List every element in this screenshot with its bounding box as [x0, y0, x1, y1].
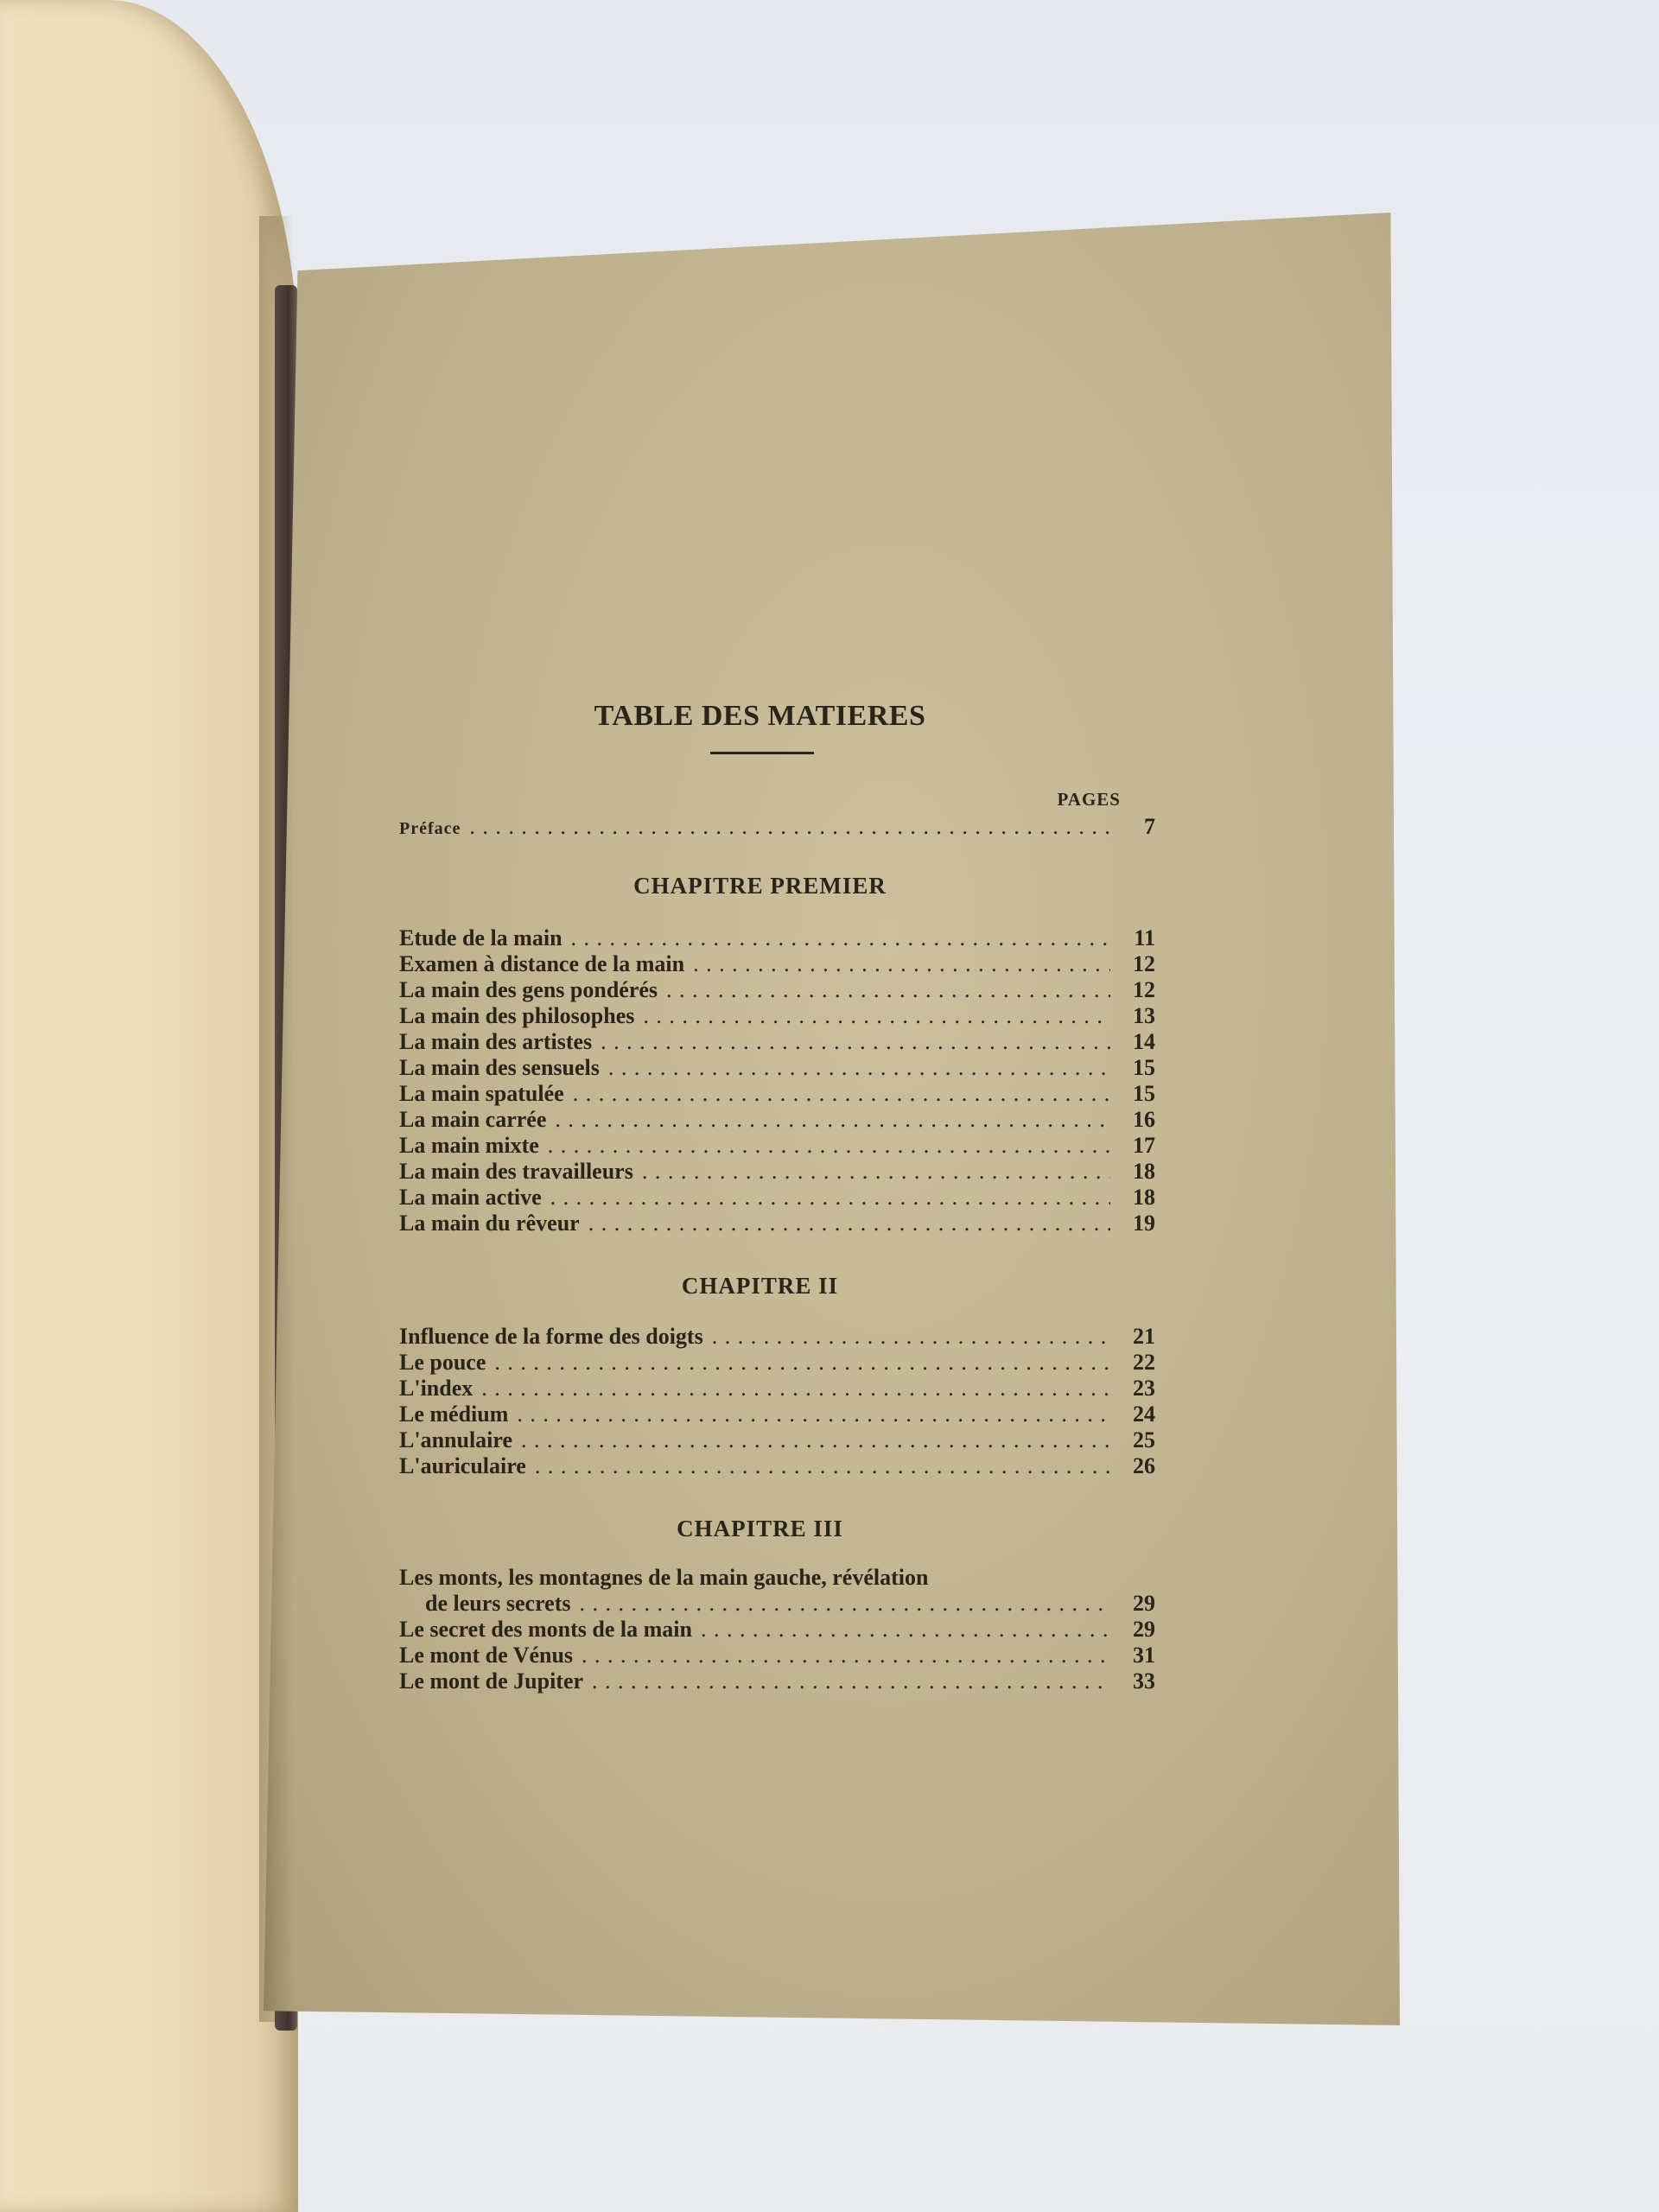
entry-label: L'auriculaire: [399, 1453, 526, 1478]
entry-label: Préface: [399, 819, 461, 838]
dot-leader: [469, 814, 1110, 840]
toc-entry: [399, 1643, 1155, 1669]
toc-entry: [399, 1376, 1155, 1402]
toc-entry: [399, 1003, 1155, 1029]
chapter-heading-2: CHAPITRE II: [681, 1273, 839, 1299]
chapter-3-entries-rest: [399, 1617, 1155, 1694]
entry-page: 26: [1133, 1453, 1155, 1478]
entry-label: Le médium: [399, 1402, 509, 1427]
dot-leader: [582, 1643, 1110, 1669]
entry-page: 29: [1133, 1591, 1155, 1616]
toc-entry: [399, 1669, 1155, 1694]
toc-entry: [399, 1081, 1155, 1107]
entry-label: Etude de la main: [399, 925, 563, 950]
chapter-1-entries: [399, 925, 1155, 1236]
dot-leader: [573, 1081, 1110, 1107]
table-of-contents: [399, 700, 1155, 1694]
entry-page: 33: [1133, 1669, 1155, 1694]
entry-page: 19: [1133, 1211, 1155, 1236]
dot-leader: [521, 1427, 1110, 1453]
chapter-2-entries: [399, 1324, 1155, 1479]
dot-leader: [588, 1211, 1110, 1236]
entry-label: La main spatulée: [399, 1081, 564, 1106]
toc-entry: [399, 1055, 1155, 1081]
toc-entry: [399, 1029, 1155, 1055]
dot-leader: [548, 1133, 1110, 1159]
entry-page: 23: [1133, 1376, 1155, 1401]
entry-page: 15: [1133, 1081, 1155, 1106]
dot-leader: [592, 1669, 1110, 1694]
entry-page: 14: [1133, 1029, 1155, 1054]
entry-label: La main des artistes: [399, 1029, 593, 1054]
entry-label: La main des travailleurs: [399, 1159, 633, 1184]
toc-title: TABLE DES MATIERES: [594, 700, 926, 732]
dot-leader: [494, 1350, 1110, 1376]
toc-entry: [399, 1211, 1155, 1236]
dot-leader: [642, 1159, 1110, 1185]
entry-label-multiline-start: Les monts, les montagnes de la main gauche, révélation: [399, 1565, 929, 1590]
entry-label: L'annulaire: [399, 1427, 513, 1452]
dot-leader: [535, 1453, 1110, 1479]
entry-label: La main active: [399, 1185, 542, 1210]
entry-label: de leurs secrets: [425, 1591, 571, 1616]
entry-label: Influence de la forme des doigts: [399, 1324, 703, 1349]
toc-entry: [399, 925, 1155, 951]
dot-leader: [701, 1617, 1110, 1643]
toc-entry: [399, 1453, 1155, 1479]
entry-label: Le mont de Jupiter: [399, 1669, 584, 1694]
chapter-heading-3: CHAPITRE III: [677, 1516, 843, 1541]
toc-entry: [399, 951, 1155, 977]
entry-label: Le pouce: [399, 1350, 486, 1375]
dot-leader: [579, 1591, 1110, 1617]
toc-entry: [399, 1185, 1155, 1211]
entry-page: 29: [1133, 1617, 1155, 1642]
entry-label: La main des gens pondérés: [399, 977, 658, 1002]
dot-leader: [608, 1055, 1110, 1081]
entry-page: 31: [1133, 1643, 1155, 1668]
entry-label: La main des sensuels: [399, 1055, 600, 1080]
gutter-shadow: [259, 216, 294, 2022]
entry-page: 16: [1133, 1107, 1155, 1132]
toc-entry: [399, 1159, 1155, 1185]
dot-leader: [601, 1029, 1110, 1055]
entry-page: 22: [1133, 1350, 1155, 1375]
entry-label: La main carrée: [399, 1107, 547, 1132]
toc-entry: [399, 1402, 1155, 1427]
toc-entry: [399, 1617, 1155, 1643]
toc-entry: [399, 1427, 1155, 1453]
entry-page: 24: [1133, 1402, 1155, 1427]
entry-page: 25: [1133, 1427, 1155, 1452]
entry-page: 18: [1133, 1185, 1155, 1210]
entry-label: Le mont de Vénus: [399, 1643, 574, 1668]
toc-entry: [399, 1350, 1155, 1376]
toc-entry: [399, 977, 1155, 1003]
dot-leader: [693, 951, 1110, 977]
dot-leader: [666, 977, 1110, 1003]
toc-entry: [399, 1133, 1155, 1159]
title-rule: [710, 752, 814, 754]
chapter-3-entries: [399, 1565, 1155, 1617]
dot-leader: [555, 1107, 1110, 1133]
dot-leader: [643, 1003, 1110, 1029]
entry-label: La main du rêveur: [399, 1211, 580, 1236]
entry-page: 13: [1133, 1003, 1155, 1028]
entry-page: 12: [1133, 951, 1155, 976]
toc-entry: [399, 1324, 1155, 1350]
entry-page: 17: [1133, 1133, 1155, 1158]
entry-label: La main mixte: [399, 1133, 539, 1158]
entry-page: 18: [1133, 1159, 1155, 1184]
pages-column-label: PAGES: [1057, 789, 1121, 810]
entry-label: La main des philosophes: [399, 1003, 635, 1028]
dot-leader: [517, 1402, 1110, 1427]
chapter-heading-1: CHAPITRE PREMIER: [633, 873, 887, 899]
toc-entry: [399, 1591, 1155, 1617]
dot-leader: [550, 1185, 1110, 1211]
entry-page: 15: [1133, 1055, 1155, 1080]
dot-leader: [712, 1324, 1110, 1350]
left-facing-page: [0, 0, 298, 2212]
toc-entry-preface: [399, 814, 1155, 842]
entry-label: Le secret des monts de la main: [399, 1617, 692, 1642]
entry-label: Examen à distance de la main: [399, 951, 685, 976]
entry-page: 7: [1144, 814, 1155, 839]
dot-leader: [571, 925, 1110, 951]
entry-page: 21: [1133, 1324, 1155, 1349]
entry-label: L'index: [399, 1376, 474, 1401]
dot-leader: [481, 1376, 1110, 1402]
entry-page: 11: [1134, 925, 1155, 950]
entry-page: 12: [1133, 977, 1155, 1002]
toc-entry: [399, 1107, 1155, 1133]
